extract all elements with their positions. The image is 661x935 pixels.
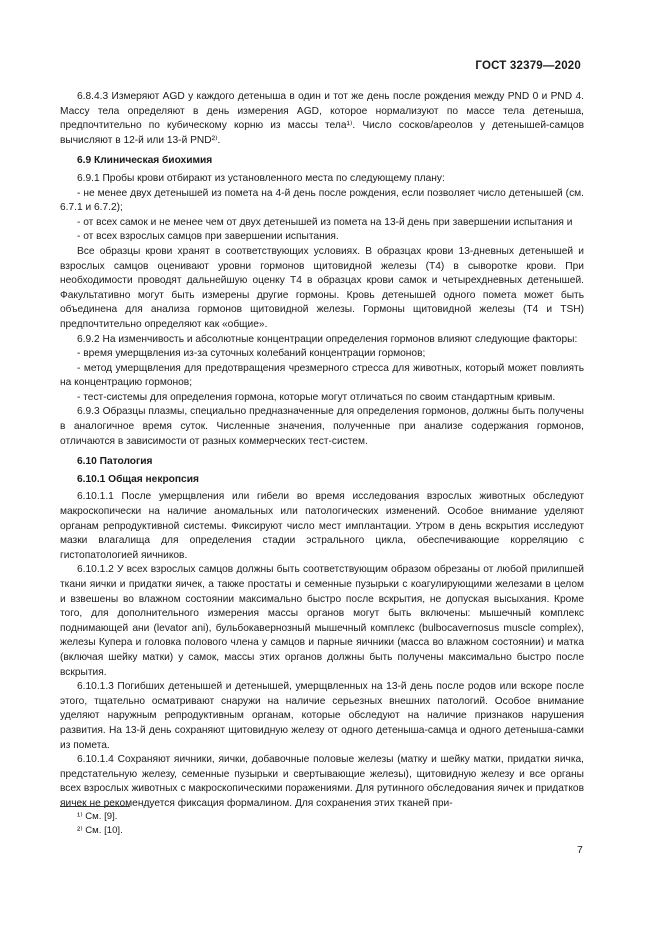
paragraph-6-10-1-1: 6.10.1.1 После умерщвления или гибели во время исследования взрослых животных обследуют макроскопически на наличие аномальных или патологических изменений. Особое внимание уделяют органам репродуктивной системы. Фиксируют число мест имплантации. Утром в день вскрытия исследуют мазки влагалища для определения стадии эстрального цикла, обеспечивающие корреляцию с гистопатологией яичников. xyxy=(60,491,584,561)
list-item: - время умерщвления из-за суточных колебаний концентрации гормонов; xyxy=(77,348,426,360)
body-text xyxy=(60,90,584,812)
paragraph-6-10-1-3: 6.10.1.3 Погибших детенышей и детенышей, умерщвленных на 13-й день после родов или вскоре после этого, тщательно осматривают снаружи на наличие серьезных внешних патологий. Особое внимание уделяют наружным репродуктивным органам, которые обследуют на наличие признаков нарушения развития. На 13-й день сохраняют щитовидную железу от одного детеныша-самца и одного детеныша-самки из помета. xyxy=(60,681,584,751)
standard-designation: ГОСТ 32379—2020 xyxy=(475,60,581,72)
section-heading-6-10: 6.10 Патология xyxy=(77,456,153,468)
paragraph-6-9-1: 6.9.1 Пробы крови отбирают из установленного места по следующему плану: xyxy=(77,172,445,184)
footnote-2: ²⁾ См. [10]. xyxy=(77,825,123,836)
footnote-1: ¹⁾ См. [9]. xyxy=(77,811,118,822)
paragraph-6-8-4-3: 6.8.4.3 Измеряют AGD у каждого детеныша в один и тот же день после рождения между PND 0 и PND 4. Массу тела определяют в день измерения AGD, которое нормализуют по массе тела детеныша, предпочтительно по кубическому корню из массы тела¹⁾. Число сосков/ареолов у детенышей-самцов вычисляют в 12-й или 13-й PND²⁾. xyxy=(60,91,584,146)
paragraph-6-10-1-2: 6.10.1.2 У всех взрослых самцов должны быть соответствующим образом обрезаны от любой прилипшей ткани яички и придатки яичек, а также простаты и семенные пузырьки с коагулирующими железами в целом и взвешены во влажном состоянии максимально быстро после вскрытия, не допуская высыхания. Кроме того, для дополнительного измерения массы органов могут быть включены: мышечный комплекс поднимающей ани (levator ani), бульбокавернозный мышечный комплекс (bulbocavernosus muscle complex), железы Купера и головка полового члена у самцов и парные яичники (масса во влажном состоянии) и матка (включая шейку матки) у самок, массы этих органов должны быть получены максимально быстро после вскрытия. xyxy=(60,564,584,678)
subsection-heading-6-10-1: 6.10.1 Общая некропсия xyxy=(77,473,199,485)
footnotes xyxy=(60,806,584,838)
list-item: - от всех взрослых самцов при завершении испытания. xyxy=(77,231,339,243)
paragraph-6-9-2: 6.9.2 На изменчивость и абсолютные концентрации определения гормонов влияют следующие факторы: xyxy=(77,333,578,345)
list-item: - от всех самок и не менее чем от двух детенышей из помета на 13-й день при завершении испытания и xyxy=(77,216,573,228)
paragraph-6-9-3: 6.9.3 Образцы плазмы, специально предназначенные для определения гормонов, должны быть получены в аналогичное время суток. Численные значения, полученные при анализе содержания гормонов, отличаются в зависимости от разных коммерческих тест-систем. xyxy=(60,406,584,447)
list-item: - тест-системы для определения гормона, которые могут отличаться по своим стандартным кривым. xyxy=(77,391,556,403)
footnote-divider xyxy=(60,806,130,807)
page-number: 7 xyxy=(577,844,583,856)
list-item: - не менее двух детенышей из помета на 4-й день после рождения, если позволяет число детенышей (см. 6.7.1 и 6.7.2); xyxy=(60,187,584,214)
paragraph-blood-samples: Все образцы крови хранят в соответствующих условиях. В образцах крови 13-дневных детенышей и взрослых самцов оценивают уровни гормонов щитовидной железы (T4) в сыворотке крови. При необходимости проводят дальнейшую оценку T4 в образцах крови самок и четырехдневных детенышей. Факультативно могут быть измерены другие гормоны. Кровь детенышей одного помета может быть объединена для анализа гормонов щитовидной железы. Гормоны щитовидной железы (T4 и TSH) предпочтительно определяют как «общие». xyxy=(60,245,584,330)
section-heading-6-9: 6.9 Клиническая биохимия xyxy=(77,155,213,167)
list-item: - метод умерщвления для предотвращения чрезмерного стресса для животных, который может повлиять на концентрацию гормонов; xyxy=(60,362,584,389)
paragraph-6-10-1-4: 6.10.1.4 Сохраняют яичники, яички, добавочные половые железы (матку и шейку матки, придатки яичка, предстательную железу, семенные пузырьки и свертывающие железы), щитовидную железу и все органы всех взрослых животных с макроскопическими поражениями. Для рутинного обследования яичек и придатков яичек не рекомендуется фиксация формалином. Для сохранения этих тканей при- xyxy=(60,754,584,809)
